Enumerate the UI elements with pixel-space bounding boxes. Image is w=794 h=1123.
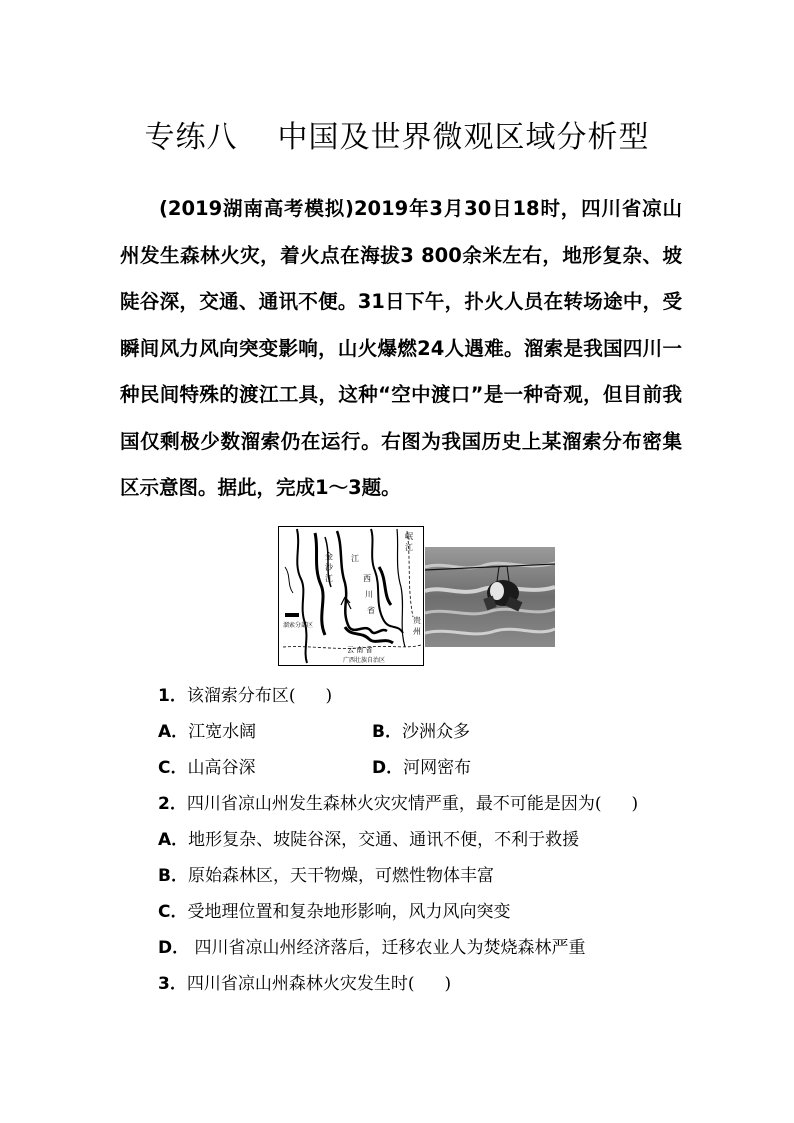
option-1d [372,753,471,778]
passage-text: (2019湖南高考模拟)2019年3月30日18时，四川省凉山州发生森林火灾，着火点在海拔3 800余米左右，地形复杂、坡陡谷深，交通、通讯不便。31日下午，扑火人员在转场途中，受瞬间风力风向突变影响，山火爆燃24人遇难。溜索是我国四川一种民间特殊的渡江工具，这种“空中渡口”是一种奇观，但目前我国仅剩极少数溜索仍在运行。右图为我国历史上某溜索分布密集区示意图。据此，完成1～3题。 [120,197,682,499]
option-text: 江宽水阔 [188,722,257,742]
figure [278,526,556,666]
title-part-2: 中国及世界微观区域分析型 [277,120,650,155]
question-number: 2． [158,794,187,814]
label-xi: 西 [363,574,371,583]
label-min: 岷 江 [405,532,413,552]
option-1c [158,753,255,778]
option-label: B． [372,722,402,742]
label-sheng: 省 [367,606,375,615]
option-label: A． [158,830,189,850]
option-text: 地形复杂、坡陡谷深，交通、通讯不便，不利于救援 [188,830,580,850]
label-chuan: 川 [365,590,373,599]
sketch-map [278,526,424,666]
option-text: 沙洲众多 [401,722,470,742]
label-jiang: 江 [351,554,359,563]
legend-label: 溜索分部区 [283,622,314,629]
option-text: 四川省凉山州经济落后，迁移农业人为焚烧森林严重 [189,938,586,958]
question-close: ) [631,794,639,814]
option-label: B． [158,866,188,886]
option-label: D． [372,758,404,778]
question-stem: 四川省凉山州森林火灾发生时( [186,974,415,994]
question-1 [158,681,332,706]
option-2b [158,861,494,886]
label-guangxi: 广西壮族自治区 [343,657,386,664]
option-2c [158,897,510,922]
passage [120,186,682,512]
option-text: 受地理位置和复杂地形影响，风力风向突变 [187,902,511,922]
title-part-1: 专练八 [144,120,238,155]
label-jinsha: 金 沙 江 [325,552,333,583]
question-stem: 该溜索分布区( [186,686,296,706]
option-text: 河网密布 [403,758,472,778]
question-close: ) [325,686,333,706]
option-label: C． [158,902,188,922]
option-text: 原始森林区，天干物燥，可燃性物体丰富 [187,866,494,886]
option-label: A． [158,722,189,742]
option-1a [158,717,256,742]
option-2a [158,825,579,850]
question-number: 1． [158,686,187,706]
option-text: 山高谷深 [187,758,256,778]
question-number: 3． [158,974,187,994]
photo-image [425,547,555,647]
option-label: D． [158,938,190,958]
question-2 [158,789,638,814]
question-stem: 四川省凉山州发生森林火灾灾情严重，最不可能是因为( [186,794,602,814]
option-label: C． [158,758,188,778]
option-2d [158,933,586,958]
label-yunnan: 云 南 省 [347,646,373,654]
question-close: ) [444,974,452,994]
label-gui: 贵 州 [413,616,421,636]
question-3 [158,969,451,994]
zipline-photo [425,547,555,647]
page-title [0,112,794,156]
option-1b [372,717,470,742]
